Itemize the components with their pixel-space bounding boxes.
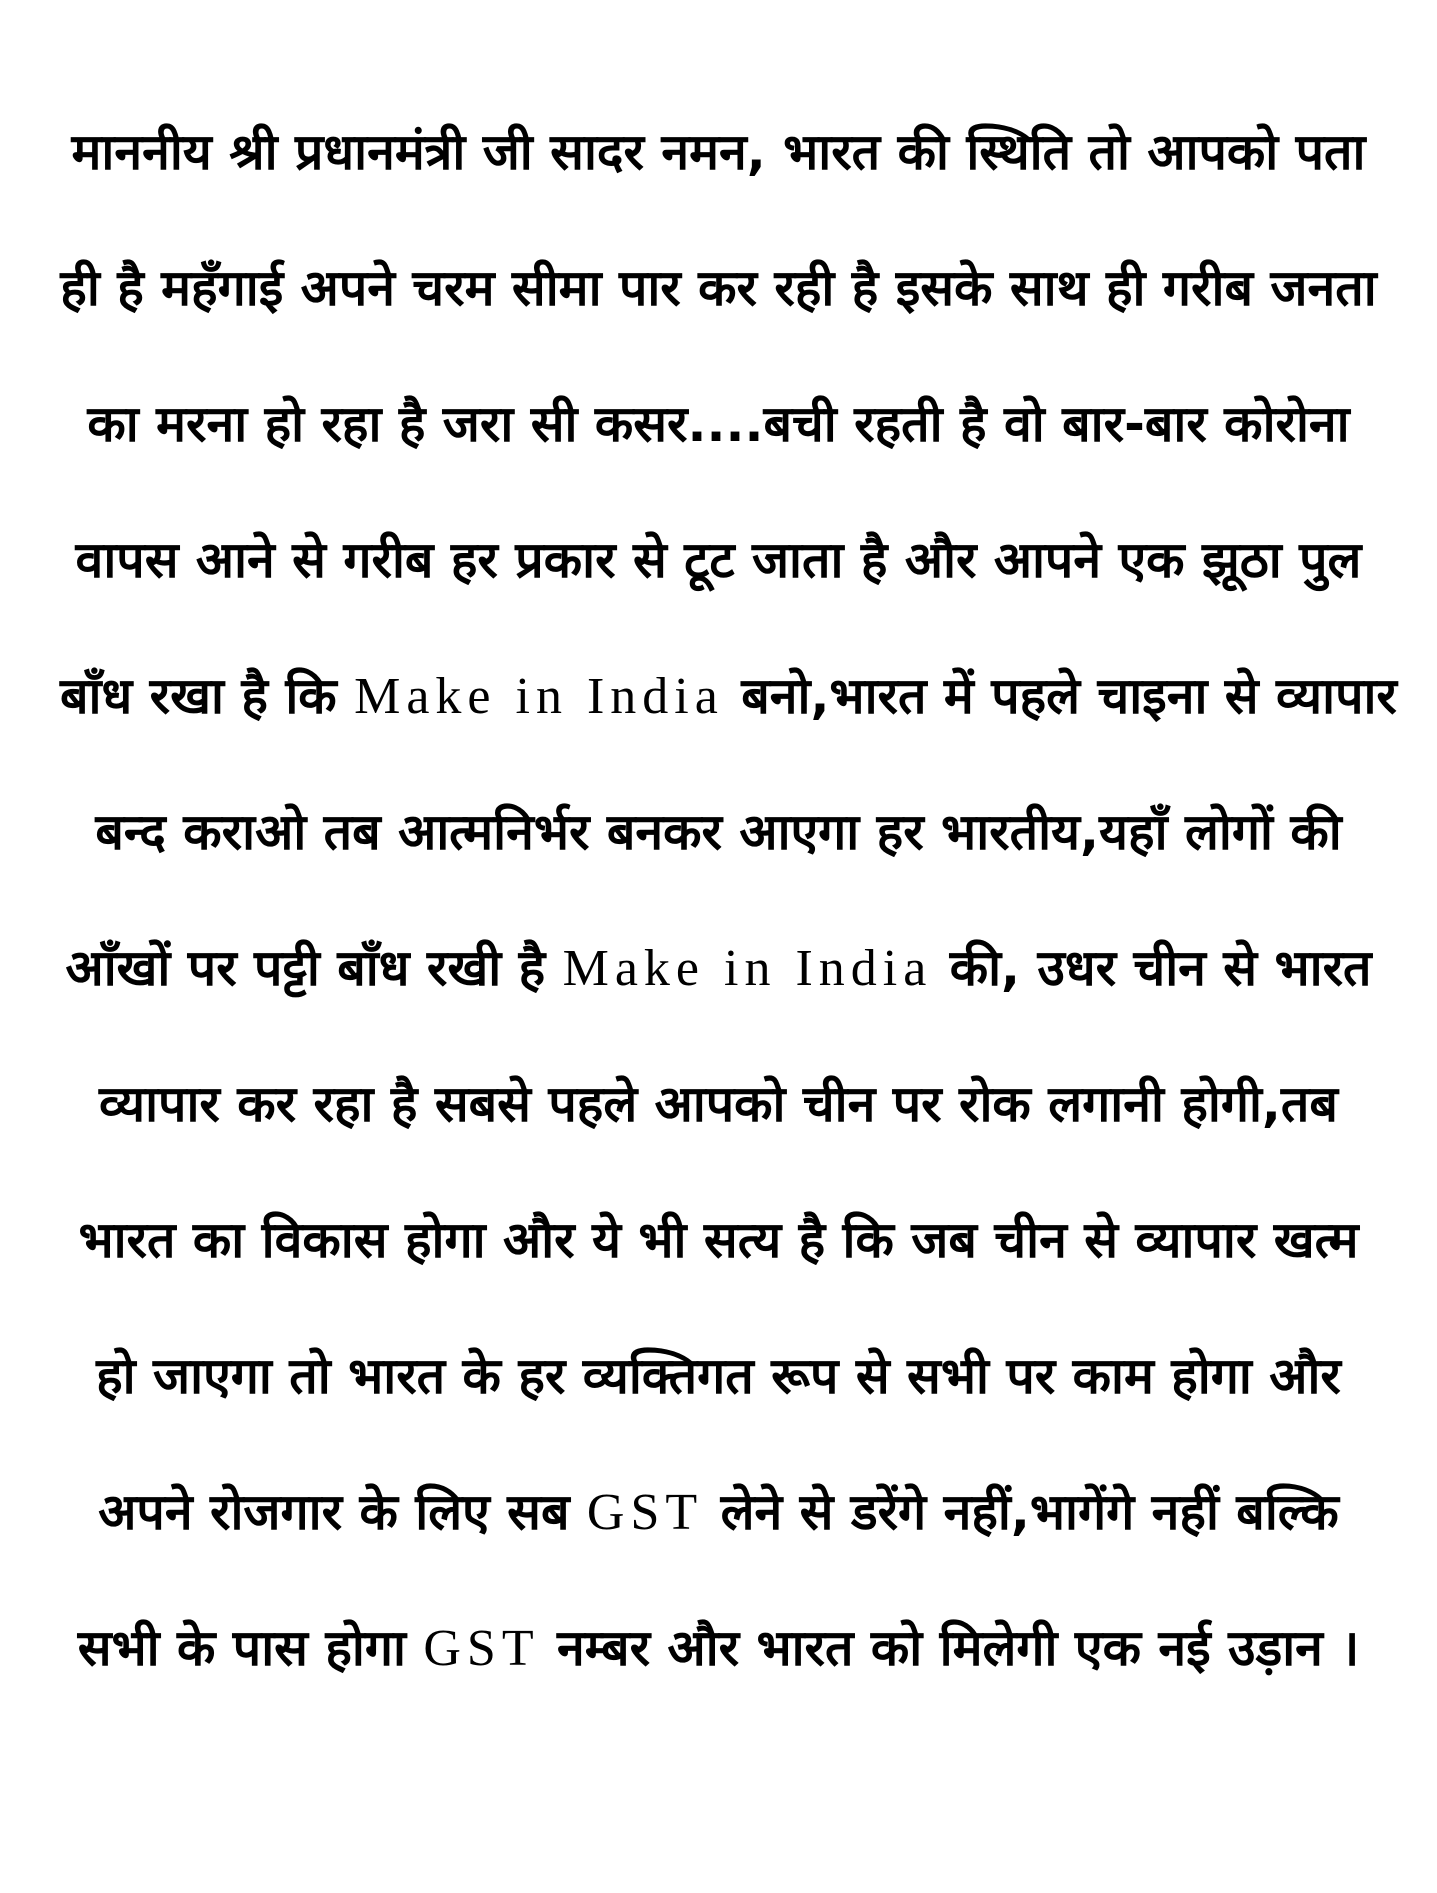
text-line-2: ही है महँगाई अपने चरम सीमा पार कर रही है इसके साथ ही गरीब जनता xyxy=(60,259,1377,317)
text-line-8: व्यापार कर रहा है सबसे पहले आपको चीन पर रोक लगानी होगी,तब xyxy=(99,1075,1338,1133)
letter-body xyxy=(60,84,1397,1716)
text-line-5: बाँध रखा है कि Make in India बनो,भारत में पहले चाइना से व्यापार xyxy=(60,667,1397,725)
text-line-9: भारत का विकास होगा और ये भी सत्य है कि जब चीन से व्यापार खत्म xyxy=(78,1211,1359,1269)
text-line-4: वापस आने से गरीब हर प्रकार से टूट जाता है और आपने एक झूठा पुल xyxy=(75,531,1362,589)
text-line-3: का मरना हो रहा है जरा सी कसर....बची रहती है वो बार-बार कोरोना xyxy=(87,395,1350,453)
text-line-7: आँखों पर पट्टी बाँध रखी है Make in India की, उधर चीन से भारत xyxy=(65,939,1372,997)
text-line-12: सभी के पास होगा GST नम्बर और भारत को मिलेगी एक नई उड़ान । xyxy=(77,1619,1360,1677)
text-line-6: बन्द कराओ तब आत्मनिर्भर बनकर आएगा हर भारतीय,यहाँ लोगों की xyxy=(95,803,1342,861)
text-line-11: अपने रोजगार के लिए सब GST लेने से डरेंगे नहीं,भागेंगे नहीं बल्कि xyxy=(98,1483,1339,1541)
text-line-10: हो जाएगा तो भारत के हर व्यक्तिगत रूप से सभी पर काम होगा और xyxy=(96,1347,1341,1405)
text-line-1: माननीय श्री प्रधानमंत्री जी सादर नमन, भारत की स्थिति तो आपको पता xyxy=(71,123,1366,181)
